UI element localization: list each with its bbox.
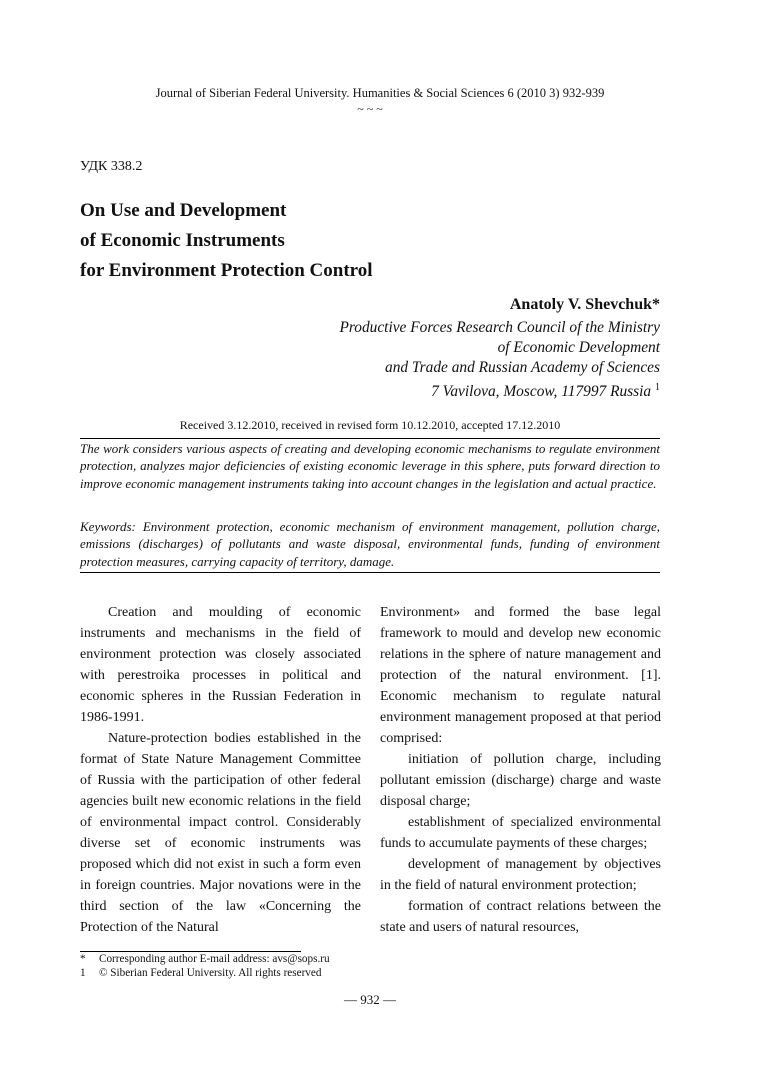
affiliation-line: and Trade and Russian Academy of Sciences (385, 359, 660, 376)
footnote-mark: * (80, 953, 86, 965)
divider-bottom (80, 572, 660, 573)
header-ornament: ~ ~ ~ (357, 102, 383, 116)
footnote-mark: 1 (655, 382, 660, 393)
paragraph: Nature-protection bodies established in the format of State Nature Management Committee of Russia with the participation of other federal agencies built new economic relations in the field of environmental impact control. Considerably diverse set of economic instruments was proposed which did not exist in such a form even in foreign countries. Major novations were in the third section of the law «Concerning the Protection of the Natural (80, 731, 361, 935)
author-name: Anatoly V. Shevchuk* (509, 296, 660, 313)
body-column-left (80, 602, 361, 938)
list-item: development of management by objectives in the field of natural environment protection; (380, 857, 661, 893)
paragraph: Creation and moulding of economic instruments and mechanisms in the field of environment protection was closely associated with perestroika processes in political and economic spheres in the Russian Federation in 1986-1991. (80, 605, 361, 725)
affiliation-line (339, 378, 660, 402)
divider-top (80, 438, 660, 439)
footnote-divider (80, 951, 301, 952)
abstract: The work considers various aspects of creating and developing economic mechanisms to regulate environment protection, analyzes major deficiencies of existing economic leverage in this sphere, puts forward direction to improve economic management instruments taking into account changes in the legislation and actual practice. (80, 441, 660, 491)
list-item: establishment of specialized environmental funds to accumulate payments of these charges; (380, 815, 661, 851)
title-line: for Environment Protection Control (80, 260, 373, 281)
affiliation-line: of Economic Development (497, 339, 660, 356)
page-number: — 932 — (344, 992, 396, 1007)
affiliation-address: 7 Vavilova, Moscow, 117997 Russia (431, 383, 652, 401)
body-column-right (380, 602, 661, 938)
article-title (80, 196, 373, 286)
title-line: On Use and Development (80, 200, 287, 221)
author-affiliation (339, 318, 660, 402)
list-item: formation of contract relations between the state and users of natural resources, (380, 899, 661, 935)
footnote-text: Corresponding author E-mail address: avs@sops.ru (99, 953, 330, 965)
udk-code: УДК 338.2 (80, 159, 143, 174)
footnote (80, 953, 330, 965)
affiliation-line: Productive Forces Research Council of the Ministry (339, 319, 660, 336)
keywords: Keywords: Environment protection, economic mechanism of environment management, pollution charge, emissions (discharges) of pollutants and waste disposal, environmental funds, funding of environment protection measures, carrying capacity of territory, damage. (80, 519, 660, 569)
paragraph: Environment» and formed the base legal framework to mould and develop new economic relations in the sphere of nature management and protection of the natural environment. [1]. Economic mechanism to regulate natural environment management proposed at that period comprised: (380, 605, 661, 746)
footnote-mark: 1 (80, 967, 86, 979)
title-line: of Economic Instruments (80, 230, 285, 251)
footnote (80, 967, 321, 979)
received-dates: Received 3.12.2010, received in revised form 10.12.2010, accepted 17.12.2010 (179, 418, 561, 432)
journal-header: Journal of Siberian Federal University. Humanities & Social Sciences 6 (2010 3) 932-939 (155, 86, 605, 100)
list-item: initiation of pollution charge, including pollutant emission (discharge) charge and waste disposal charge; (380, 752, 661, 809)
footnote-text: © Siberian Federal University. All rights reserved (99, 967, 322, 979)
